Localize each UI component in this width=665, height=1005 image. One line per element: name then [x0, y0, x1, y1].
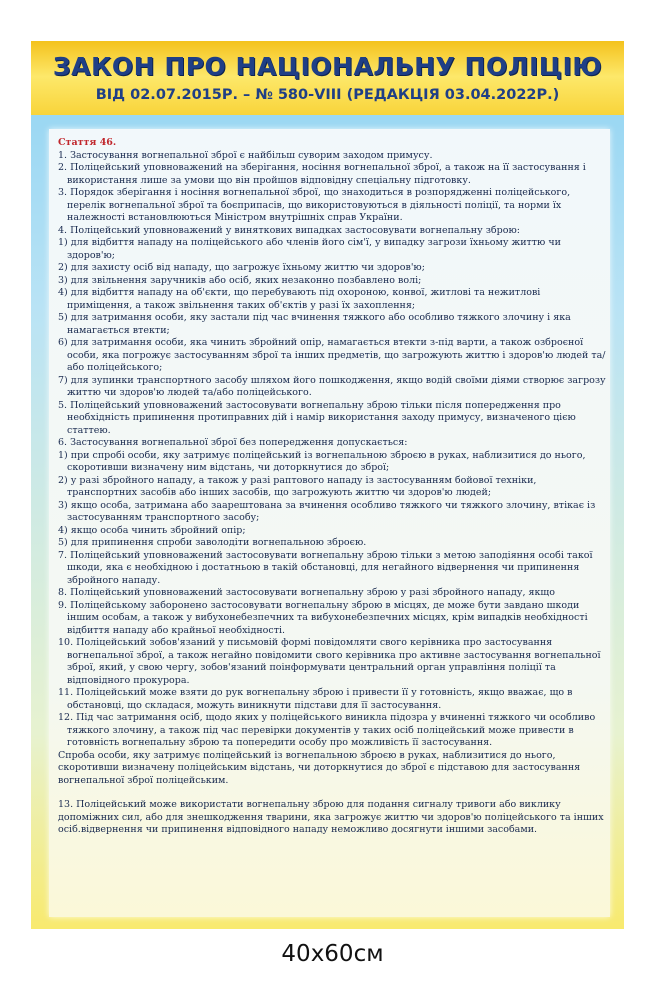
paragraph-item: 9. Поліцейському заборонено застосовувати вогнепальну зброю в місцях, де може бути завдано шкоди іншим особам, а також у вибухонебезпечних та вибухонебезпечних місцях, крім випадків необхідності відбиття нападу або крайньої необхідності. — [58, 599, 588, 636]
paragraph-list — [58, 150, 606, 750]
paragraph-item: 5) для припинення спроби заволодіти вогнепальною зброєю. — [58, 537, 367, 548]
poster-subtitle: ВІД 02.07.2015Р. – № 580-VIII (РЕДАКЦІЯ 03.04.2022Р.) — [95, 87, 560, 103]
paragraph-item: 5. Поліцейський уповноважений застосовувати вогнепальну зброю тільки після попередження про необхідність припинення протиправних дій і намір використання заходу примусу, визначеного цією статтею. — [58, 399, 576, 436]
paragraph-item: 1) при спробі особи, яку затримує поліцейський із вогнепальною зброєю в руках, наблизитися до нього, скоротивши визначену ним відстань, чи доторкнутися до зброї; — [58, 449, 586, 473]
paragraph-item: 4. Поліцейський уповноважений у винятковиx випадках застосовувати вогнепальну зброю: — [58, 224, 520, 236]
paragraph-item: 2) у разі збройного нападу, а також у разі раптового нападу із застосуванням бойової техніки, транспортних засобів або інших засобів, що загрожують життю чи здоров'ю людей; — [58, 474, 537, 498]
paragraph-item: 11. Поліцейський може взяти до рук вогнепальну зброю і привести її у готовність, якщо вважає, що в обстановці, що складася, можуть виникнути підстави для її застосування. — [58, 687, 573, 711]
paragraph-item: 1. Застосування вогнепальної зброї є найбільш суворим заходом примусу. — [58, 149, 433, 161]
paragraph-item: 5) для затримання особи, яку застали під час вчинення тяжкого або особливо тяжкого злочину і яка намагається втекти; — [58, 312, 571, 336]
poster-title: ЗАКОН ПРО НАЦІОНАЛЬНУ ПОЛІЦІЮ — [52, 52, 603, 81]
paragraph-item: 4) якщо особа чинить збройний опір; — [58, 524, 246, 536]
spacer — [58, 787, 606, 799]
size-label: 40x60см — [281, 941, 384, 967]
paragraph-item: 2. Поліцейський уповноважений на зберігання, носіння вогнепальної зброї, а також на її застосування і використання лише за умови що він пройшов відповідну спеціальну підготовку. — [58, 162, 586, 186]
law-text — [58, 137, 606, 837]
article-heading: Стаття 46. — [58, 137, 117, 148]
paragraph-item: 3) якщо особа, затримана або заарештована за вчинення особливо тяжкого чи тяжкого злочину, втікає із застосуванням транспортного засобу; — [58, 499, 596, 523]
poster-header — [31, 41, 624, 115]
paragraph-item: 2) для захисту осіб від нападу, що загрожує їхньому життю чи здоров'ю; — [58, 262, 425, 273]
paragraph-item: 6. Застосування вогнепальної зброї без попередження допускається: — [58, 437, 408, 448]
paragraph-item: 7. Поліцейський уповноважений застосовувати вогнепальну зброю тільки з метою заподіяння особі такої шкоди, яка є необхідною і достатньою в такій обстановці, для негайного відвернення чи припинення збройного нападу. — [58, 549, 593, 586]
paragraph-item: 1) для відбиття нападу на поліцейського або членів його сім'ї, у випадку загрози їхньому життю чи здоров'ю; — [58, 237, 561, 261]
paragraph-item: 4) для відбиття нападу на об'єкти, що перебувають під охороною, конвої, житлові та нежитлові приміщення, а також звільнення таких об'єктів у разі їх захоплення; — [58, 287, 541, 311]
text-panel — [49, 129, 610, 917]
poster — [31, 41, 624, 929]
paragraph-13: 13. Поліцейський може використати вогнепальну зброю для подання сигналу тривоги або виклику допоміжних сил, або для знешкодження тварини, яка загрожує життю чи здоров'ю поліцейського та інших осіб.відвернення чи припинення відповідного нападу неможливо досягнути іншими засобами. — [58, 799, 604, 835]
paragraph-item: 7) для зупинки транспортного засобу шляхом його пошкодження, якщо водій своїми діями створює загрозу життю чи здоров'ю людей та/або поліцейського. — [58, 374, 606, 398]
paragraph-item: 6) для затримання особи, яка чинить збройний опір, намагається втекти з-під варти, а також озброєної особи, яка погрожує застосуванням зброї та інших предметів, що загрожують життю і здоров'ю людей та/або поліцейського; — [58, 337, 606, 373]
paragraph-item: 3) для звільнення заручників або осіб, яких незаконно позбавлено волі; — [58, 274, 422, 286]
paragraph-item: 8. Поліцейський уповноважений застосовувати вогнепальну зброю у разі збройного нападу, якщо — [58, 587, 555, 598]
paragraph-item: 12. Під час затримання осіб, щодо яких у поліцейського виникла підозра у вчиненні тяжкого чи особливо тяжкого злочину, а також під час перевірки документів у таких осіб поліцейський може привести в готовність вогнепальну зброю та попередити особу про можливість її застосування. — [58, 712, 596, 748]
note-paragraph: Спроба особи, яку затримує поліцейський із вогнепальною зброєю в руках, наблизитися до нього, скоротивши визначену поліцейським відстань, чи доторкнутися до зброї є підставою для застосування вогнепальної зброї поліцейським. — [58, 749, 581, 786]
paragraph-item: 10. Поліцейський зобов'язаний у письмовій формі повідомляти свого керівника про застосування вогнепальної зброї, а також негайно повідомити свого керівника про активне застосування вогнепальної зброї, який, у свою чергу, зобов'язаний поінформувати центральний орган управління поліції та відповідного прокурора. — [58, 637, 601, 686]
paragraph-item: 3. Порядок зберігання і носіння вогнепальної зброї, що знаходиться в розпорядженні поліцейського, перелік вогнепальної зброї та боєприпасів, що використовуються в діяльності поліції, та норми їх належності встановлюються Міністром внутрішніх справ України. — [58, 187, 571, 223]
